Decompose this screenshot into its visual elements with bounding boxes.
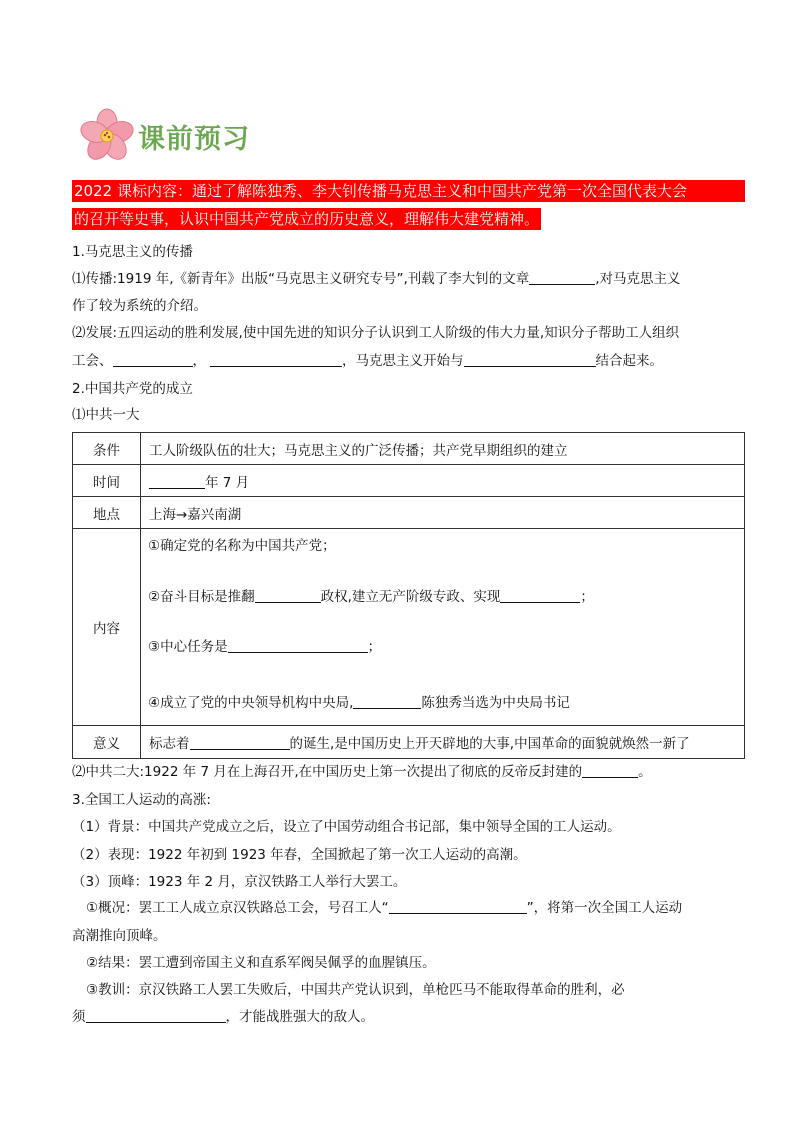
s3-result: ②结果：罢工遭到帝国主义和直系军阀吴佩孚的血腥镇压。 [86,955,436,971]
c4-text-a: ④成立了党的中央领导机构中央局, [148,695,354,711]
s1-dev-line: ⑵发展:五四运动的胜利发展,使中国先进的知识分子认识到工人阶级的伟大力量,知识分子帮助工人组织 [72,325,680,341]
c2-text-b: 政权,建立无产阶级专政、实现 [320,589,501,605]
s1-spread-text-b: ,对马克思主义 [595,271,681,287]
c2-text-a: ②奋斗目标是推翻 [148,589,255,605]
content-item-4 [148,691,570,711]
row-value-time [141,465,745,497]
s3-overview-line-2: 高潮推向顶峰。 [72,928,167,944]
blank-task[interactable] [228,638,368,653]
s3-peak: （3）顶峰：1923 年 2 月，京汉铁路工人举行大罢工。 [72,874,407,890]
meaning-text-b: 的诞生,是中国历史上开天辟地的大事,中国革命的面貌就焕然一新了 [289,736,690,752]
row-value-content [141,529,745,726]
blank-lesson[interactable] [86,1008,226,1023]
blank-dev-1[interactable] [113,352,193,367]
c4-text-b: 陈独秀当选为中央局书记 [421,695,570,711]
content-item-1: ①确定党的名称为中国共产党； [148,538,336,554]
s3-lesson-text-c: ，才能战胜强大的敌人。 [225,1009,374,1025]
c2-text-c: ； [580,589,594,605]
s3-heading: 3.全国工人运动的高涨: [72,792,211,808]
blank-slogan[interactable] [389,899,527,914]
s3-overview-text-a: ①概况：罢工工人成立京汉铁路总工会，号召工人“ [86,900,389,916]
s3-performance: （2）表现：1922 年初到 1923 年春，全国掀起了第一次工人运动的高潮。 [72,847,527,863]
table-row [73,497,745,529]
blank-realize[interactable] [500,588,580,603]
standard-line-1: 2022 课标内容：通过了解陈独秀、李大钊传播马克思主义和中国共产党第一次全国代表大会 [72,180,745,202]
s2-sub2-text-b: 。 [638,764,652,780]
blank-overthrow[interactable] [255,588,321,603]
section-header [78,110,250,162]
s3-lesson-text-b: 须 [72,1009,86,1025]
blank-dev-3[interactable] [464,352,596,367]
standard-line-2: 的召开等史事，认识中国共产党成立的历史意义，理解伟大建党精神。 [74,210,540,228]
content-item-3 [148,635,381,655]
blank-article[interactable] [529,270,595,285]
s2-sub1: ⑴中共一大 [72,407,140,423]
flower-icon [78,108,134,164]
s1-heading: 1.马克思主义的传播 [72,244,193,260]
header-title: 课前预习 [138,123,250,155]
row-value-place: 上海→嘉兴南湖 [141,497,745,529]
content-item-2 [148,585,594,605]
s3-overview-text-b: ”，将第一次全国工人运动 [526,900,683,916]
row-label-place: 地点 [73,497,141,529]
s1-dev-text-c: ， [192,353,206,369]
c3-text-a: ③中心任务是 [148,639,228,655]
table-row [73,433,745,465]
blank-birth[interactable] [190,735,290,750]
s1-spread-line [72,270,681,288]
s1-spread-line-2: 作了较为系统的介绍。 [72,298,207,314]
s3-lesson-line-2 [72,1008,374,1026]
blank-program[interactable] [582,763,638,778]
s3-overview-line [86,899,682,917]
row-value-meaning [141,726,745,759]
congress-table [72,432,745,759]
c3-text-b: ； [367,639,382,655]
s3-lesson-line: ③教训：京汉铁路工人罢工失败后，中国共产党认识到，单枪匹马不能取得革命的胜利，必 [86,982,625,998]
s2-sub2 [72,763,652,781]
s2-sub2-text-a: ⑵中共二大:1922 年 7 月在上海召开,在中国历史上第一次提出了彻底的反帝反封建的 [72,764,583,780]
s1-dev-line-2 [72,352,663,370]
blank-dev-2[interactable] [210,352,342,367]
row-label-time: 时间 [73,465,141,497]
table-row [73,726,745,759]
blank-bureau[interactable] [353,694,421,709]
s1-dev-text-b: 工会、 [72,353,113,369]
row-label-condition: 条件 [73,433,141,465]
row-label-meaning: 意义 [73,726,141,759]
s3-background: （1）背景：中国共产党成立之后，设立了中国劳动组合书记部，集中领导全国的工人运动。 [72,819,621,835]
meaning-text-a: 标志着 [149,736,190,752]
table-row [73,529,745,726]
s1-dev-text-e: 结合起来。 [595,353,663,369]
s1-dev-text-d: ，马克思主义开始与 [342,353,464,369]
blank-year[interactable] [149,474,205,489]
table-row [73,465,745,497]
s2-heading: 2.中国共产党的成立 [72,381,193,397]
time-suffix: 年 7 月 [205,474,250,491]
row-label-content: 内容 [73,529,141,726]
row-value-condition: 工人阶级队伍的壮大；马克思主义的广泛传播；共产党早期组织的建立 [141,433,745,465]
s1-spread-text-a: ⑴传播:1919 年,《新青年》出版“马克思主义研究专号”,刊载了李大钊的文章 [72,271,530,287]
